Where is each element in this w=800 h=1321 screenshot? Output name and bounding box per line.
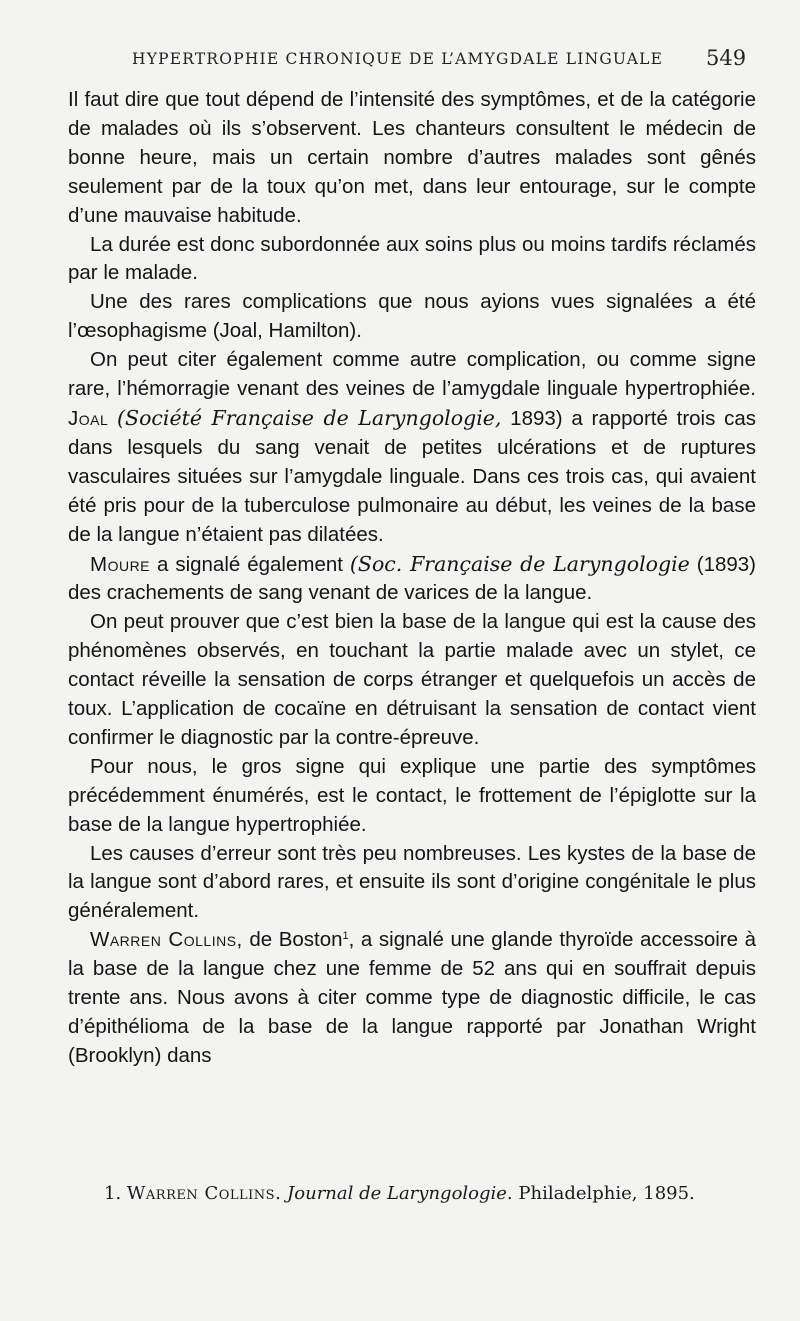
footnote bbox=[104, 1182, 764, 1206]
journal-citation: (Société Française de Laryngologie, bbox=[117, 405, 502, 430]
paragraph-2: La durée est donc subordonnée aux soins plus ou moins tardifs réclamés par le malade. bbox=[68, 232, 756, 285]
paragraph-5-text-b: (1893) des crachements de sang venant de varices de la langue. bbox=[68, 552, 757, 605]
page-header bbox=[0, 46, 800, 76]
paragraph-4 bbox=[68, 346, 756, 549]
footnote-author: Warren Collins. bbox=[126, 1183, 282, 1204]
paragraph-4-text-a: On peut citer également comme autre complication, ou comme signe rare, l’hémorragie venant des veines de l’amygdale linguale hypertrophiée. bbox=[68, 348, 756, 401]
paragraph-6: On peut prouver que c’est bien la base de la langue qui est la cause des phénomènes observés, en touchant la partie malade avec un stylet, ce contact réveille la sensation de corps étranger et quelquefois un accès de toux. L’application de cocaïne en détruisant la sensation de contact vient confirmer le diagnostic par la contre-épreuve. bbox=[68, 610, 756, 749]
paragraph-9-text-a: de Boston bbox=[249, 928, 343, 952]
paragraph-3: Une des rares complications que nous ayions vues signalées a été l’œsophagisme (Joal, Hamilton). bbox=[68, 290, 756, 343]
running-title: HYPERTROPHIE CHRONIQUE DE L’AMYGDALE LINGUALE bbox=[132, 50, 664, 68]
paragraph-5-text-a: a signalé également bbox=[156, 552, 343, 576]
page-number: 549 bbox=[706, 46, 747, 70]
author-joal: Joal bbox=[68, 406, 109, 430]
author-warren-collins: Warren Collins, bbox=[90, 928, 243, 952]
body-text bbox=[68, 86, 756, 1071]
author-moure: Moure bbox=[90, 552, 151, 576]
paragraph-9-text-b: , a signalé une glande thyroïde accessoire à la base de la langue chez une femme de 52 ans qui en souffrait depuis trente ans. Nous avons à citer comme type de diagnostic difficile, le cas d’épithélioma de la base de la langue rapporté par Jonathan Wright (Brooklyn) dans bbox=[68, 928, 756, 1067]
footnote-journal: Journal de Laryngologie. bbox=[287, 1183, 513, 1204]
footnote-number: 1. bbox=[104, 1183, 122, 1204]
footnote-marker: 1 bbox=[342, 930, 349, 943]
paragraph-9 bbox=[68, 926, 756, 1071]
paragraph-4-text-b: 1893) a rapporté trois cas dans lesquels du sang venait de petites ulcérations et de ruptures vasculaires situées sur l’amygdale linguale. Dans ces trois cas, qui avaient été pris pour de la tuberculose pulmonaire au début, les veines de la base de la langue n’étaient pas dilatées. bbox=[68, 406, 756, 546]
journal-citation: (Soc. Française de Laryngologie bbox=[349, 551, 690, 576]
paragraph-1: Il faut dire que tout dépend de l’intensité des symptômes, et de la catégorie de malades où ils s’observent. Les chanteurs consultent le médecin de bonne heure, mais un certain nombre d’autres malades sont gênés seulement par de la toux qu’on met, dans leur entourage, sur le compte d’une mauvaise habitude. bbox=[68, 88, 756, 227]
footnote-rest: Philadelphie, 1895. bbox=[518, 1183, 695, 1204]
paragraph-5 bbox=[68, 550, 756, 609]
paragraph-7: Pour nous, le gros signe qui explique une partie des symptômes précédemment énumérés, est le contact, le frottement de l’épiglotte sur la base de la langue hypertrophiée. bbox=[68, 754, 756, 836]
paragraph-8: Les causes d’erreur sont très peu nombreuses. Les kystes de la base de la langue sont d’abord rares, et ensuite ils sont d’origine congénitale le plus généralement. bbox=[68, 841, 756, 923]
